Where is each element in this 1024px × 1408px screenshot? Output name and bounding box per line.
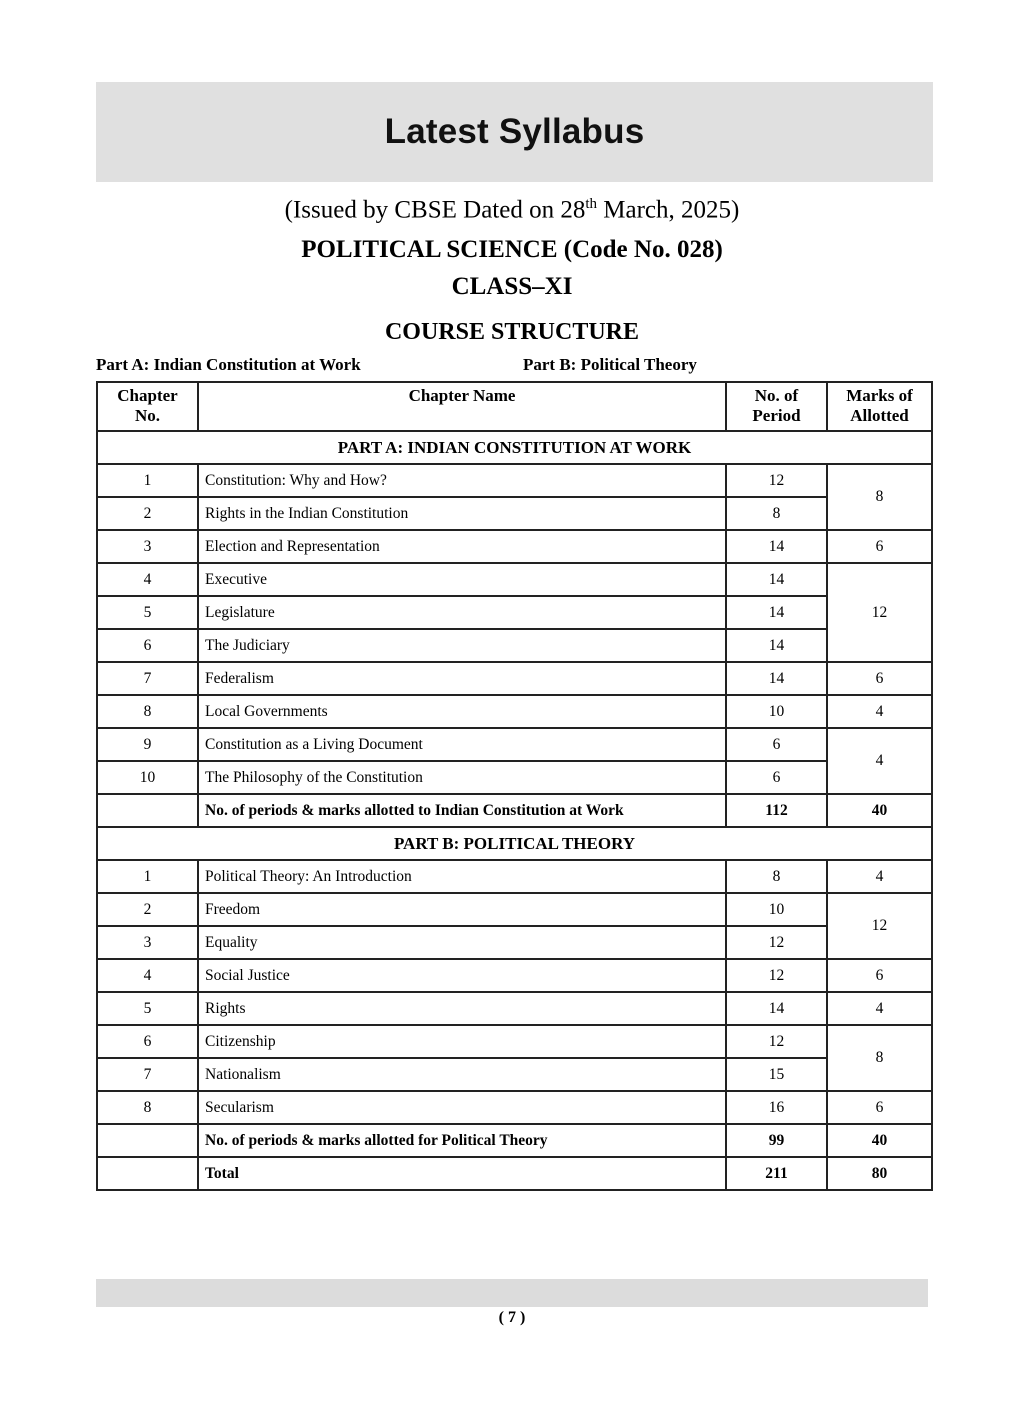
total-label: Total xyxy=(198,1157,726,1190)
chapter-no: 8 xyxy=(97,695,198,728)
periods: 12 xyxy=(726,464,827,497)
course-structure-heading: COURSE STRUCTURE xyxy=(384,319,640,345)
marks: 8 xyxy=(827,1025,932,1091)
marks: 4 xyxy=(827,728,932,794)
chapter-no: 10 xyxy=(97,761,198,794)
chapter-no: 5 xyxy=(97,992,198,1025)
total-marks: 80 xyxy=(827,1157,932,1190)
header-periods: No. of Period xyxy=(726,382,827,431)
chapter-no: 6 xyxy=(97,629,198,662)
class-heading: CLASS–XI xyxy=(451,273,573,300)
header-chapter-name: Chapter Name xyxy=(198,382,726,431)
chapter-name: Constitution: Why and How? xyxy=(198,464,726,497)
section-title: PART B: POLITICAL THEORY xyxy=(97,827,932,860)
chapter-name: Constitution as a Living Document xyxy=(198,728,726,761)
chapter-name: Election and Representation xyxy=(198,530,726,563)
periods: 6 xyxy=(726,761,827,794)
chapter-no: 7 xyxy=(97,662,198,695)
table-row xyxy=(97,662,932,695)
chapter-name: Political Theory: An Introduction xyxy=(198,860,726,893)
page-number: ( 7 ) xyxy=(498,1309,526,1326)
table-row xyxy=(97,497,932,530)
table-row xyxy=(97,893,932,926)
issued-line xyxy=(0,196,1024,224)
subtotal-marks: 40 xyxy=(827,1124,932,1157)
table-row xyxy=(97,860,932,893)
chapter-name: Local Governments xyxy=(198,695,726,728)
section-row-part-b xyxy=(97,827,932,860)
table-row xyxy=(97,530,932,563)
chapter-name: The Judiciary xyxy=(198,629,726,662)
table-row xyxy=(97,926,932,959)
section-title: PART A: INDIAN CONSTITUTION AT WORK xyxy=(97,431,932,464)
chapter-no: 6 xyxy=(97,1025,198,1058)
subtotal-row-part-b xyxy=(97,1124,932,1157)
part-b-label: Part B: Political Theory xyxy=(523,355,697,374)
periods: 14 xyxy=(726,629,827,662)
chapter-name: Rights in the Indian Constitution xyxy=(198,497,726,530)
chapter-no: 1 xyxy=(97,860,198,893)
chapter-name: Federalism xyxy=(198,662,726,695)
footer-bar xyxy=(96,1279,928,1307)
periods: 6 xyxy=(726,728,827,761)
chapter-name: Freedom xyxy=(198,893,726,926)
table-row xyxy=(97,695,932,728)
chapter-name: Legislature xyxy=(198,596,726,629)
subtotal-label: No. of periods & marks allotted for Political Theory xyxy=(198,1124,726,1157)
marks: 4 xyxy=(827,860,932,893)
periods: 10 xyxy=(726,695,827,728)
subtotal-marks: 40 xyxy=(827,794,932,827)
periods: 12 xyxy=(726,1025,827,1058)
marks: 12 xyxy=(827,563,932,662)
marks: 6 xyxy=(827,959,932,992)
marks: 8 xyxy=(827,464,932,530)
subject-heading: POLITICAL SCIENCE (Code No. 028) xyxy=(301,236,723,263)
total-periods: 211 xyxy=(726,1157,827,1190)
section-row-part-a xyxy=(97,431,932,464)
header-chapter-no: Chapter No. xyxy=(97,382,198,431)
table-row xyxy=(97,761,932,794)
table-row xyxy=(97,1025,932,1058)
chapter-name: Executive xyxy=(198,563,726,596)
subtotal-periods: 112 xyxy=(726,794,827,827)
chapter-name: Equality xyxy=(198,926,726,959)
periods: 8 xyxy=(726,497,827,530)
chapter-no: 4 xyxy=(97,563,198,596)
periods: 10 xyxy=(726,893,827,926)
subtotal-row-part-a xyxy=(97,794,932,827)
periods: 14 xyxy=(726,992,827,1025)
table-row xyxy=(97,563,932,596)
issued-suffix: March, 2025) xyxy=(597,196,740,224)
chapter-name: Nationalism xyxy=(198,1058,726,1091)
part-a-label: Part A: Indian Constitution at Work xyxy=(96,355,361,374)
chapter-no: 8 xyxy=(97,1091,198,1124)
table-row xyxy=(97,1091,932,1124)
table-row xyxy=(97,992,932,1025)
empty-cell xyxy=(97,794,198,827)
periods: 14 xyxy=(726,563,827,596)
chapter-no: 3 xyxy=(97,926,198,959)
issued-superscript: th xyxy=(585,196,597,212)
course-structure-table xyxy=(96,381,933,1191)
table-row xyxy=(97,464,932,497)
chapter-name: Social Justice xyxy=(198,959,726,992)
title-banner xyxy=(96,82,933,182)
periods: 14 xyxy=(726,662,827,695)
chapter-no: 2 xyxy=(97,893,198,926)
subtotal-label: No. of periods & marks allotted to Indian Constitution at Work xyxy=(198,794,726,827)
periods: 16 xyxy=(726,1091,827,1124)
chapter-no: 2 xyxy=(97,497,198,530)
chapter-name: Rights xyxy=(198,992,726,1025)
table-header-row xyxy=(97,382,932,431)
marks: 12 xyxy=(827,893,932,959)
header-marks: Marks of Allotted xyxy=(827,382,932,431)
periods: 8 xyxy=(726,860,827,893)
chapter-no: 9 xyxy=(97,728,198,761)
empty-cell xyxy=(97,1124,198,1157)
periods: 12 xyxy=(726,926,827,959)
periods: 15 xyxy=(726,1058,827,1091)
chapter-no: 1 xyxy=(97,464,198,497)
subtotal-periods: 99 xyxy=(726,1124,827,1157)
grand-total-row xyxy=(97,1157,932,1190)
periods: 14 xyxy=(726,596,827,629)
chapter-name: Secularism xyxy=(198,1091,726,1124)
chapter-no: 5 xyxy=(97,596,198,629)
chapter-name: The Philosophy of the Constitution xyxy=(198,761,726,794)
table-row xyxy=(97,1058,932,1091)
periods: 12 xyxy=(726,959,827,992)
table-row xyxy=(97,959,932,992)
table-row xyxy=(97,596,932,629)
periods: 14 xyxy=(726,530,827,563)
chapter-name: Citizenship xyxy=(198,1025,726,1058)
table-row xyxy=(97,629,932,662)
issued-prefix: (Issued by CBSE Dated on 28 xyxy=(284,196,586,224)
page-title: Latest Syllabus xyxy=(384,112,645,151)
chapter-no: 4 xyxy=(97,959,198,992)
chapter-no: 7 xyxy=(97,1058,198,1091)
marks: 4 xyxy=(827,992,932,1025)
marks: 6 xyxy=(827,662,932,695)
chapter-no: 3 xyxy=(97,530,198,563)
table-row xyxy=(97,728,932,761)
marks: 6 xyxy=(827,1091,932,1124)
marks: 6 xyxy=(827,530,932,563)
empty-cell xyxy=(97,1157,198,1190)
marks: 4 xyxy=(827,695,932,728)
